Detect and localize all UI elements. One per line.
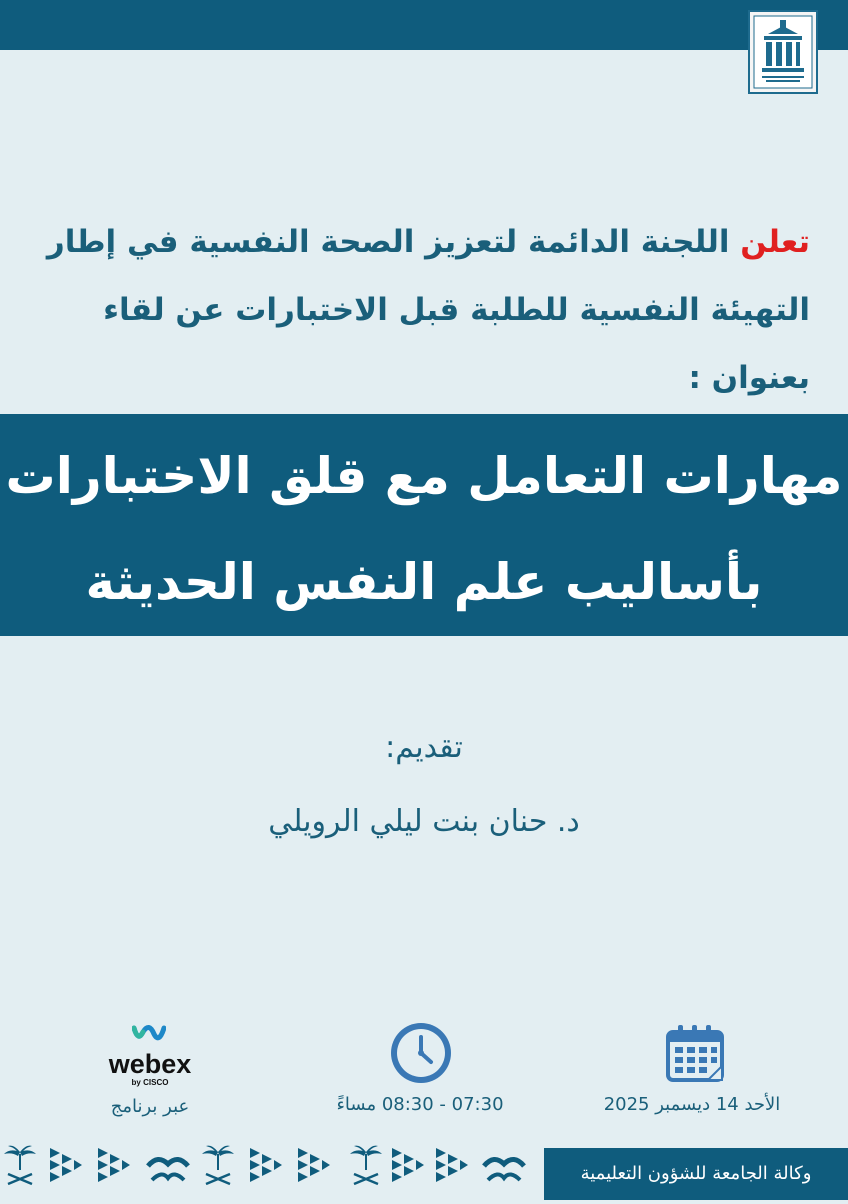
footer-department: وكالة الجامعة للشؤون التعليمية: [544, 1148, 848, 1200]
event-time: 07:30 - 08:30 مساءً: [336, 1094, 504, 1115]
webex-by-cisco: by CISCO: [131, 1078, 169, 1087]
announcement-line-2: التهيئة النفسية للطلبة قبل الاختبارات عن لقاء بعنوان :: [103, 292, 810, 396]
announcement-accent-word: تعلن: [740, 224, 810, 260]
decorative-pattern: [0, 1128, 544, 1200]
title-line-2: بأساليب علم النفس الحديثة: [85, 553, 763, 611]
webex-wordmark: webex: [108, 1049, 192, 1079]
announcement-text: [40, 208, 810, 412]
platform-label: عبر برنامج: [110, 1096, 190, 1117]
university-logo-icon: [748, 10, 818, 94]
clock-icon: [388, 1020, 454, 1090]
presenter-name: د. حنان بنت ليلي الرويلي: [268, 804, 580, 839]
calendar-icon: [664, 1022, 726, 1088]
title-band: [0, 414, 848, 636]
webex-logo-icon: [132, 1022, 166, 1048]
top-band: [0, 0, 848, 50]
announcement-line-1-rest: اللجنة الدائمة لتعزيز الصحة النفسية في إطار: [46, 224, 741, 260]
announcement-line-1: [40, 208, 810, 276]
presenter-label: تقديم:: [385, 730, 463, 765]
event-date: الأحد 14 ديسمبر 2025: [603, 1094, 781, 1115]
title-line-1: مهارات التعامل مع قلق الاختبارات: [5, 447, 843, 505]
